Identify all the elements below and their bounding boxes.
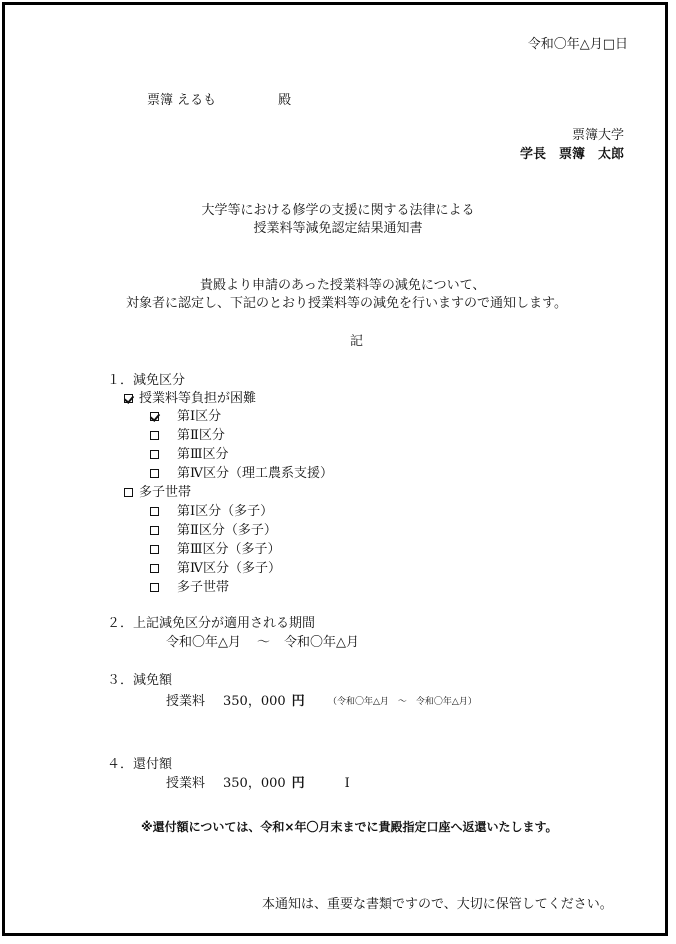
item-label: 第Ⅰ区分（多子） xyxy=(177,504,274,519)
checkbox-item[interactable] xyxy=(150,450,159,459)
item-label: 第Ⅳ区分（多子） xyxy=(177,561,281,576)
reduction-period-note: （令和〇年△月 ～ 令和〇年△月） xyxy=(328,697,477,707)
refund-unit: 円 xyxy=(291,776,305,791)
refund-label: 授業料 xyxy=(166,776,206,791)
checkbox-group-b[interactable] xyxy=(124,488,133,497)
list-item xyxy=(150,428,225,444)
group-a-label: 授業料等負担が困難 xyxy=(139,391,257,406)
checkbox-item[interactable] xyxy=(150,507,159,516)
document-border xyxy=(2,2,668,936)
group-b-label: 多子世帯 xyxy=(139,485,192,500)
list-item xyxy=(150,542,281,558)
refund-mark: I xyxy=(344,776,350,791)
refund-value: 350，000 xyxy=(223,776,286,791)
ki-heading: 記 xyxy=(350,334,364,349)
recipient-name: 票簿 えるも xyxy=(147,93,217,108)
checkbox-item[interactable] xyxy=(150,564,159,573)
list-item xyxy=(150,447,229,463)
reduction-value: 350，000 xyxy=(223,694,286,709)
refund-amount xyxy=(166,776,350,792)
period-from: 令和〇年△月 xyxy=(166,635,241,650)
reduction-label: 授業料 xyxy=(166,694,206,709)
item-label: 第Ⅱ区分 xyxy=(177,428,225,443)
body-line2: 対象者に認定し、下記のとおり授業料等の減免を行いますので通知します。 xyxy=(126,296,567,311)
section2-heading: ２．上記減免区分が適用される期間 xyxy=(107,616,316,631)
issue-date: 令和〇年△月□日 xyxy=(527,37,628,52)
item-label: 第Ⅲ区分 xyxy=(177,447,229,462)
list-item xyxy=(150,409,221,425)
item-label: 第Ⅰ区分 xyxy=(177,409,222,424)
section1-heading: １．減免区分 xyxy=(107,373,186,388)
section3-heading: ３．減免額 xyxy=(107,673,173,688)
group-a xyxy=(124,391,256,407)
section4-heading: ４．還付額 xyxy=(107,757,173,772)
checkbox-item[interactable] xyxy=(150,469,159,478)
item-label: 第Ⅱ区分（多子） xyxy=(177,523,277,538)
sender-title-name: 学長 票簿 太郎 xyxy=(519,147,624,162)
reduction-amount xyxy=(166,694,305,710)
checkbox-item[interactable] xyxy=(150,583,159,592)
item-label: 第Ⅳ区分（理工農系支援） xyxy=(177,466,333,481)
doc-title-line1: 大学等における修学の支援に関する法律による xyxy=(201,203,475,218)
group-b xyxy=(124,485,191,501)
period-to: 令和〇年△月 xyxy=(284,635,360,650)
item-label: 第Ⅲ区分（多子） xyxy=(177,542,281,557)
recipient-honorific: 殿 xyxy=(278,93,292,108)
list-item xyxy=(150,466,333,482)
list-item xyxy=(150,561,281,577)
sender-org: 票簿大学 xyxy=(571,128,624,143)
refund-notice: ※還付額については、令和×年〇月末までに貴殿指定口座へ返還いたします。 xyxy=(141,820,558,834)
list-item xyxy=(150,580,229,596)
period-sep: ～ xyxy=(257,635,271,650)
doc-title-line2: 授業料等減免認定結果通知書 xyxy=(253,221,423,236)
list-item xyxy=(150,523,277,539)
body-line1: 貴殿より申請のあった授業料等の減免について、 xyxy=(200,278,486,293)
checkbox-item[interactable] xyxy=(150,412,159,421)
checkbox-item[interactable] xyxy=(150,526,159,535)
checkbox-item[interactable] xyxy=(150,431,159,440)
checkbox-group-a[interactable] xyxy=(124,394,133,403)
list-item xyxy=(150,504,273,520)
item-label: 多子世帯 xyxy=(177,580,230,595)
checkbox-item[interactable] xyxy=(150,545,159,554)
footer-note: 本通知は、重要な書類ですので、大切に保管してください。 xyxy=(262,897,613,912)
period xyxy=(166,635,359,651)
recipient xyxy=(147,93,291,109)
reduction-unit: 円 xyxy=(291,694,305,709)
